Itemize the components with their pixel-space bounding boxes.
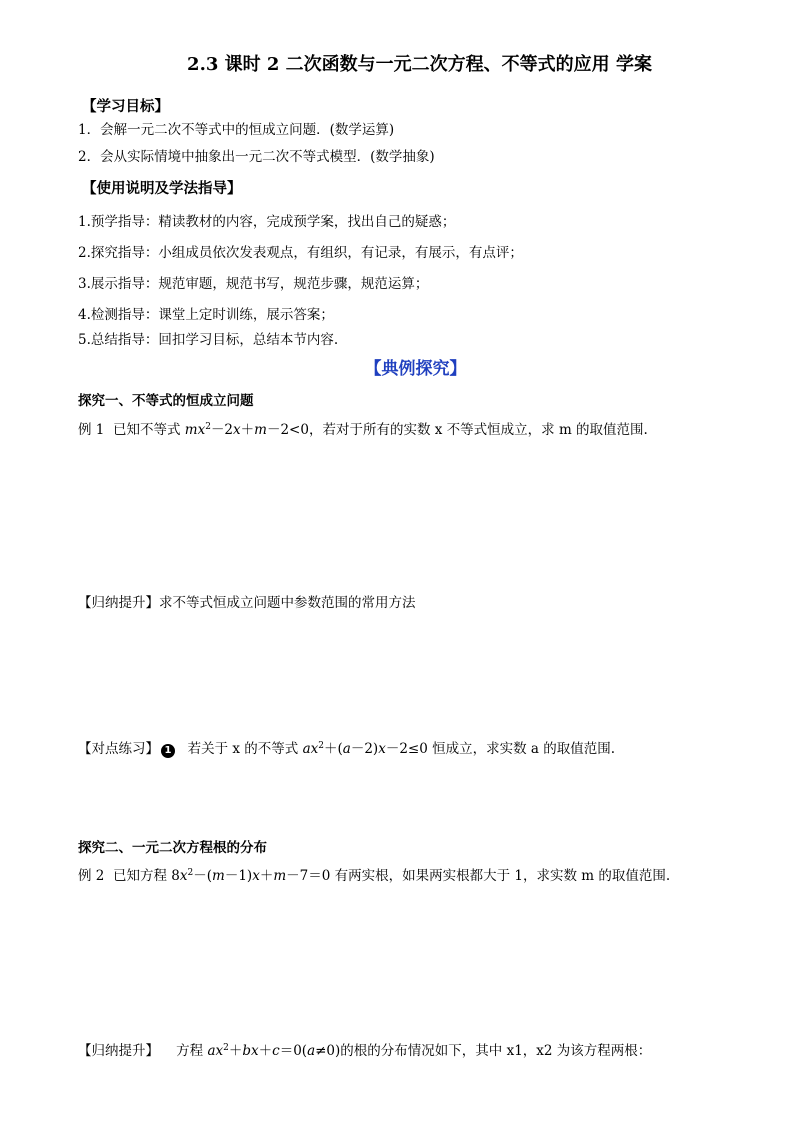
practice-formula: $ax^2+(a-2)x-2\le 0$	[302, 741, 428, 757]
summary-2-tag: 【归纳提升】	[78, 1043, 159, 1059]
guide-heading: 【使用说明及学法指导】	[82, 180, 242, 197]
page-title: 2.3 课时 2 二次函数与一元二次方程、不等式的应用 学案	[187, 54, 652, 75]
summary-2-post: 的根的分布情况如下，其中 x1，x2 为该方程两根：	[340, 1043, 652, 1059]
guide-item-1: 1.预学指导：精读教材的内容，完成预学案，找出自己的疑惑；	[78, 214, 456, 230]
explore1-heading: 探究一、不等式的恒成立问题	[78, 393, 254, 409]
circled-number-icon: 1	[161, 744, 175, 758]
summary-2-pre: 方程	[176, 1043, 208, 1059]
objectives-heading: 【学习目标】	[82, 98, 169, 115]
practice-1	[78, 737, 615, 758]
summary-1	[78, 591, 416, 611]
practice-tag: 【对点练习】	[78, 741, 159, 757]
guide-item-3: 3.展示指导：规范审题，规范书写，规范步骤，规范运算；	[78, 276, 429, 292]
example-2-formula: $8x^2-(m-1)x+m-7=0$	[171, 868, 331, 884]
example-2	[78, 864, 670, 884]
typical-examples-heading: 【典例探究】	[364, 359, 467, 379]
summary-2	[78, 1039, 651, 1059]
summary-1-text: 求不等式恒成立问题中参数范围的常用方法	[159, 595, 416, 611]
explore2-heading: 探究二、一元二次方程根的分布	[78, 840, 267, 856]
summary-2-formula: $ax^2+bx+c=0(a\ne 0)$	[207, 1043, 341, 1059]
example-1-post: ，若对于所有的实数 x 不等式恒成立，求 m 的取值范围.	[308, 422, 648, 438]
guide-item-2: 2.探究指导：小组成员依次发表观点，有组织，有记录，有展示，有点评；	[78, 245, 523, 261]
example-2-label: 例 2	[78, 868, 105, 884]
example-2-post: 有两实根，如果两实根都大于 1，求实数 m 的取值范围.	[330, 868, 671, 884]
practice-post: 恒成立，求实数 a 的取值范围.	[427, 741, 616, 757]
summary-1-tag: 【归纳提升】	[78, 595, 159, 611]
example-1-pre: 已知不等式	[112, 422, 185, 438]
guide-item-5: 5.总结指导：回扣学习目标，总结本节内容.	[78, 332, 339, 348]
guide-item-4: 4.检测指导：课堂上定时训练，展示答案；	[78, 307, 334, 323]
practice-pre: 若关于 x 的不等式	[187, 741, 303, 757]
example-1-formula: $mx^2-2x+m-2<0$	[184, 422, 309, 438]
example-2-pre: 已知方程	[112, 868, 172, 884]
objective-item-1: 1．会解一元二次不等式中的恒成立问题．(数学运算)	[78, 122, 395, 138]
objective-item-2: 2．会从实际情境中抽象出一元二次不等式模型．(数学抽象)	[78, 149, 435, 165]
example-1-label: 例 1	[78, 422, 105, 438]
example-1	[78, 418, 648, 438]
